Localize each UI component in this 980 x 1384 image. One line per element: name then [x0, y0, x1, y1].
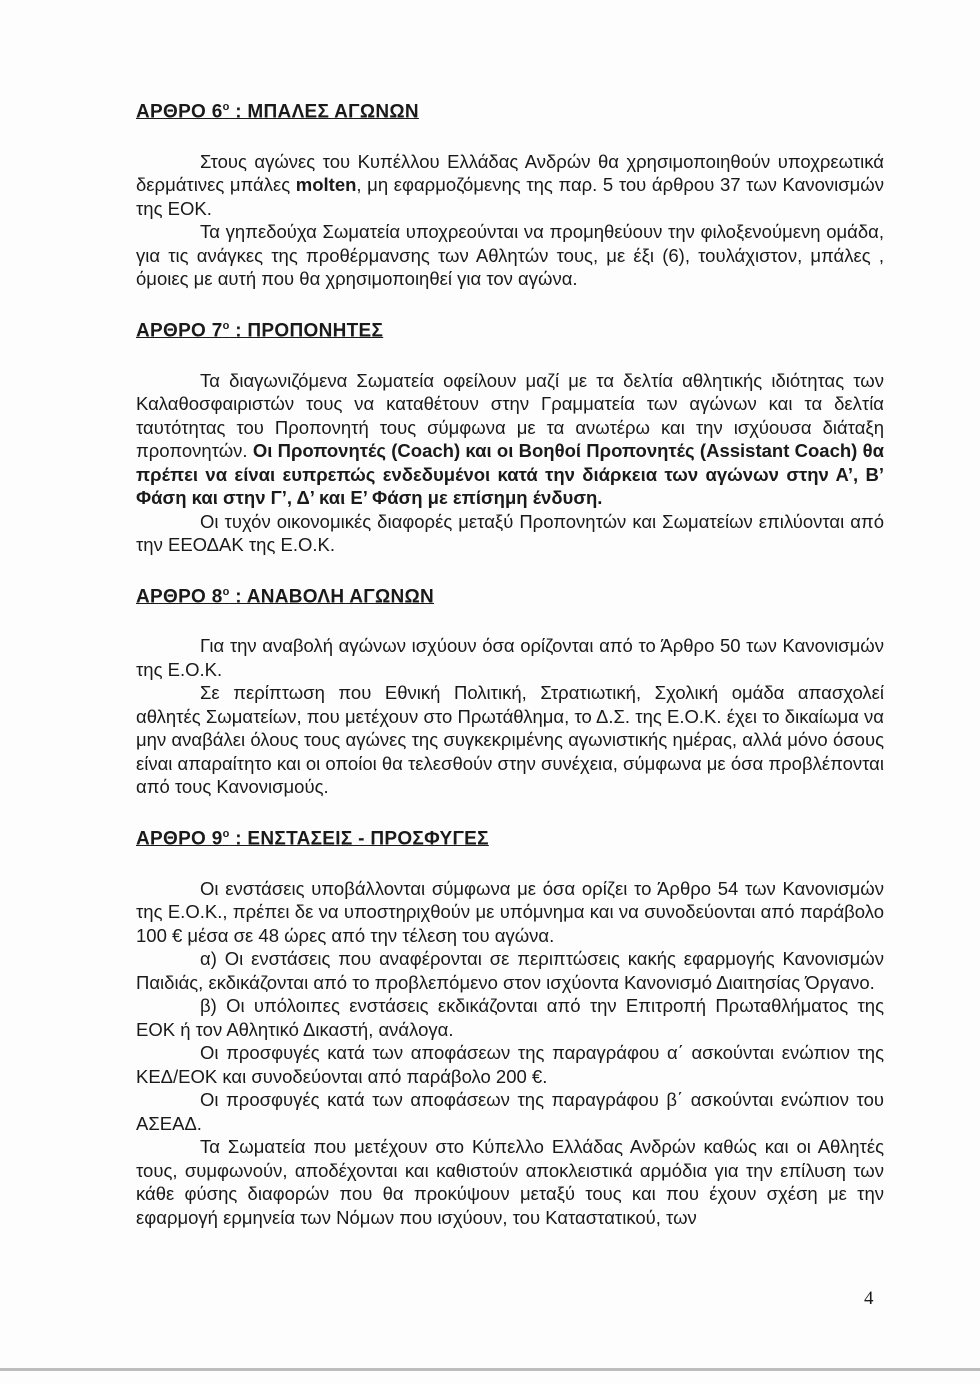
heading-ordinal: ο	[222, 585, 230, 598]
article-8-paragraph-1: Για την αναβολή αγώνων ισχύουν όσα ορίζονται από το Άρθρο 50 των Κανονισμών της Ε.Ο.Κ.	[136, 635, 884, 680]
article-6-paragraph-2: Τα γηπεδούχα Σωματεία υποχρεούνται να προμηθεύουν την φιλοξενούμενη ομάδα, για τις ανάγκες της προθέρμανσης των Αθλητών τους, με έξι (6), τουλάχιστον, μπάλες , όμοιες με αυτή που θα χρησιμοποιηθεί για τον αγώνα.	[136, 221, 884, 290]
heading-title: : ΕΝΣΤΑΣΕΙΣ - ΠΡΟΣΦΥΓΕΣ	[229, 828, 489, 850]
heading-title: : ΠΡΟΠΟΝΗΤΕΣ	[229, 320, 384, 342]
article-9-paragraph-5: Οι προσφυγές κατά των αποφάσεων της παραγράφου β΄ ασκούνται ενώπιον του ΑΣΕΑΔ.	[136, 1089, 884, 1134]
heading-text: ΑΡΘΡΟ 9	[136, 828, 223, 850]
heading-ordinal: ο	[222, 827, 230, 840]
article-9	[136, 823, 884, 1229]
document-body	[136, 96, 884, 1253]
page-number: 4	[864, 1288, 874, 1309]
article-8-paragraph-2: Σε περίπτωση που Εθνική Πολιτική, Στρατιωτική, Σχολική ομάδα απασχολεί αθλητές Σωματείων, που μετέχουν στο Πρωτάθλημα, το Δ.Σ. της Ε.Ο.Κ. έχει το δικαίωμα να μην αναβάλει όλους τους αγώνες της συγκεκριμένης αγωνιστικής ημέρας, αλλά μόνο όσους είναι απαραίτητο και οι οποίοι θα τελεσθούν στην συνέχεια, σύμφωνα με όσα προβλέπονται από τους Κανονισμούς.	[136, 682, 884, 798]
article-7-paragraph-1	[136, 369, 884, 510]
heading-text: ΑΡΘΡΟ 6	[136, 101, 223, 123]
article-7-paragraph-2: Οι τυχόν οικονομικές διαφορές μεταξύ Προπονητών και Σωματείων επιλύονται από την ΕΕΟΔΑΚ της Ε.Ο.Κ.	[136, 510, 884, 556]
heading-ordinal: ο	[222, 319, 230, 332]
article-6-paragraph-1	[136, 150, 884, 221]
article-9-paragraph-6: Τα Σωματεία που μετέχουν στο Κύπελλο Ελλάδας Ανδρών καθώς και οι Αθλητές τους, συμφωνούν, αποδέχονται και καθιστούν αποκλειστικά αρμόδια για την επίλυση των κάθε φύσης διαφορών που θα προκύψουν μεταξύ τους και που έχουν σχέση με την εφαρμογή ερμηνεία των Νόμων που ισχύουν, του Καταστατικού, των	[136, 1136, 884, 1228]
article-9-paragraph-3: β) Οι υπόλοιπες ενστάσεις εκδικάζονται από την Επιτροπή Πρωταθλήματος της ΕΟΚ ή τον Αθλητικό Δικαστή, ανάλογα.	[136, 995, 884, 1040]
article-7-heading	[136, 315, 884, 343]
heading-title: : ΜΠΑΛΕΣ ΑΓΩΝΩΝ	[229, 101, 419, 123]
article-9-paragraph-1: Οι ενστάσεις υποβάλλονται σύμφωνα με όσα ορίζει το Άρθρο 54 των Κανονισμών της Ε.Ο.Κ., πρέπει δε να υποστηριχθούν με υπόμνημα και να συνοδεύονται από παράβολο 100 € μέσα σε 48 ώρες από την τέλεση του αγώνα.	[136, 877, 884, 946]
article-9-heading	[136, 823, 884, 851]
article-6	[136, 96, 884, 291]
scan-edge-divider	[0, 1368, 980, 1371]
article-6-heading	[136, 96, 884, 124]
article-7	[136, 315, 884, 557]
paragraph-bold-text: molten	[295, 174, 357, 196]
article-9-paragraph-4: Οι προσφυγές κατά των αποφάσεων της παραγράφου α΄ ασκούνται ενώπιον της ΚΕΔ/ΕΟΚ και συνοδεύονται από παράβολο 200 €.	[136, 1042, 884, 1087]
heading-text: ΑΡΘΡΟ 8	[136, 585, 223, 607]
heading-title: : ΑΝΑΒΟΛΗ ΑΓΩΝΩΝ	[229, 585, 435, 607]
article-8-heading	[136, 581, 884, 609]
article-8	[136, 581, 884, 799]
article-9-paragraph-2: α) Οι ενστάσεις που αναφέρονται σε περιπτώσεις κακής εφαρμογής Κανονισμών Παιδιάς, εκδικάζονται από το προβλεπόμενο στον ισχύοντα Κανονισμό Διαιτησίας Όργανο.	[136, 948, 884, 993]
paragraph-text: Τα διαγωνιζόμενα Σωματεία οφείλουν μαζί με τα δελτία αθλητικής ιδιότητας των Καλαθοσφαιριστών τους να καταθέτουν στην Γραμματεία των αγώνων και τα δελτία ταυτότητας του Προπονητή τους σύμφωνα με τα ανωτέρω και την ισχύουσα διάταξη προπονητών.	[136, 369, 884, 462]
heading-text: ΑΡΘΡΟ 7	[136, 320, 223, 342]
paragraph-text: , μη εφαρμοζόμενης της παρ. 5 του άρθρου 37 των Κανονισμών της ΕΟΚ.	[136, 174, 884, 219]
paragraph-text: Στους αγώνες του Κυπέλλου Ελλάδας Ανδρών θα χρησιμοποιηθούν υποχρεωτικά δερμάτινες μπάλες	[136, 150, 884, 196]
paragraph-bold-text: Οι Προπονητές (Coach) και οι Βοηθοί Προπονητές (Assistant Coach) θα πρέπει να είναι ευπρεπώς ενδεδυμένοι κατά την διάρκεια των αγώνων στην Α’, Β’ Φάση και στην Γ’, Δ’ και Ε’ Φάση με επίσημη ένδυση.	[136, 440, 884, 509]
heading-ordinal: ο	[222, 101, 230, 113]
